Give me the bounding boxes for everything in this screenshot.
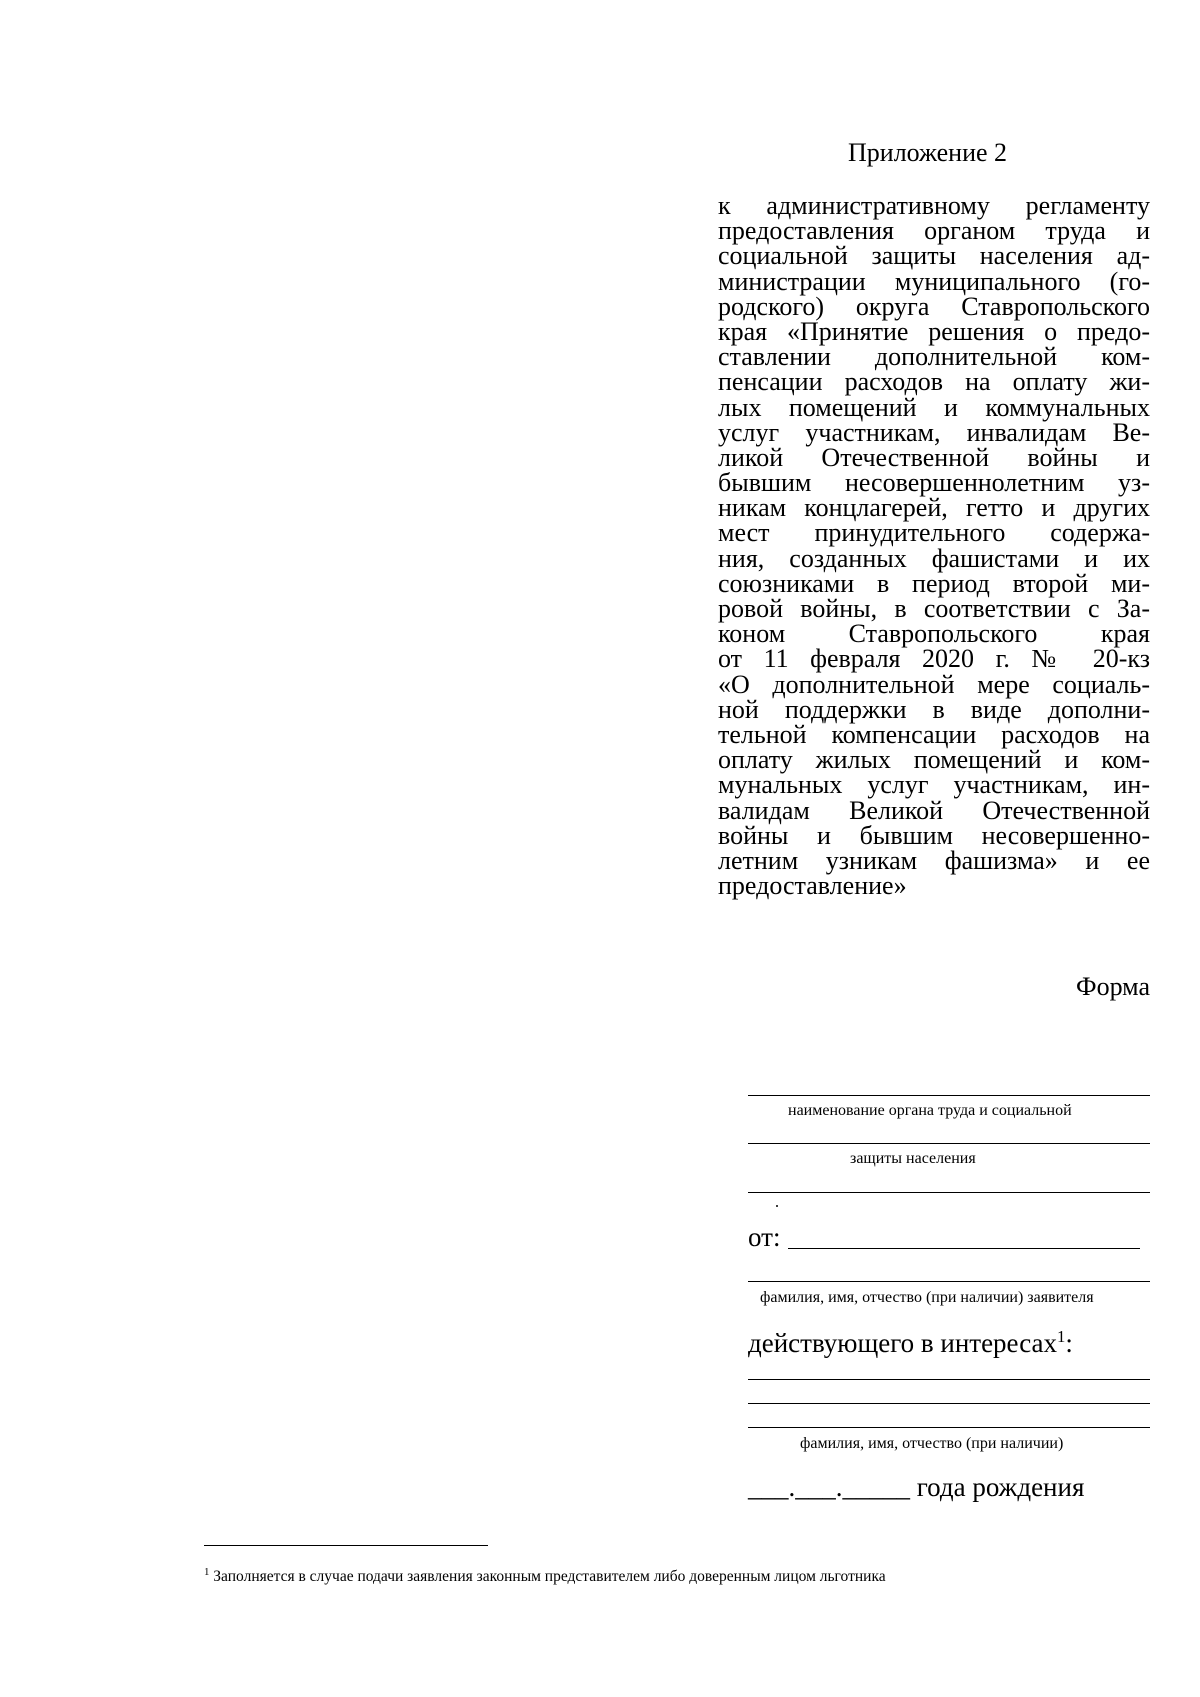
organ-name-line-1[interactable] bbox=[748, 1095, 1150, 1096]
birth-date-input[interactable]: ___.___._____ bbox=[748, 1472, 910, 1502]
regulation-line: войны и бывшим несовершенно- bbox=[718, 820, 1150, 850]
footnote-separator bbox=[204, 1545, 488, 1546]
regulation-line: от 11 февраля 2020 г. № 20-кз bbox=[718, 644, 1150, 674]
applicant-caption: фамилия, имя, отчество (при наличии) заявителя bbox=[760, 1289, 1094, 1306]
from-input-line[interactable] bbox=[788, 1248, 1140, 1249]
organ-name-line-2[interactable] bbox=[748, 1143, 1150, 1144]
regulation-line: ния, созданных фашистами и их bbox=[718, 543, 1150, 573]
regulation-line: бывшим несовершеннолетним уз- bbox=[718, 468, 1150, 498]
regulation-line: оплату жилых помещений и ком- bbox=[718, 745, 1150, 775]
from-label: от: bbox=[748, 1222, 781, 1252]
organ-name-line-3[interactable] bbox=[748, 1192, 1150, 1193]
footnote-text: Заполняется в случае подачи заявления законным представителем либо доверенным лицом льготника bbox=[209, 1568, 886, 1585]
regulation-line: летним узникам фашизма» и ее bbox=[718, 845, 1150, 875]
beneficiary-line-1[interactable] bbox=[748, 1379, 1150, 1380]
beneficiary-caption: фамилия, имя, отчество (при наличии) bbox=[800, 1435, 1064, 1452]
regulation-line: «О дополнительной мере социаль- bbox=[718, 669, 1150, 699]
beneficiary-line-3[interactable] bbox=[748, 1427, 1150, 1428]
acting-colon: : bbox=[1065, 1328, 1073, 1358]
regulation-line: края «Принятие решения о предо- bbox=[718, 316, 1150, 346]
regulation-line: министрации муниципального (го- bbox=[718, 266, 1150, 296]
regulation-line: предоставления органом труда и bbox=[718, 216, 1150, 246]
regulation-line: мунальных услуг участникам, ин- bbox=[718, 770, 1150, 800]
regulation-reference bbox=[718, 191, 1150, 901]
birth-date-row bbox=[748, 1472, 1084, 1502]
regulation-line: услуг участникам, инвалидам Ве- bbox=[718, 417, 1150, 447]
footnote-mark: 1 bbox=[204, 1565, 210, 1578]
regulation-line: ровой войны, в соответствии с За- bbox=[718, 594, 1150, 623]
regulation-line: ликой Отечественной войны и bbox=[718, 442, 1150, 472]
regulation-line: мест принудительного содержа- bbox=[718, 518, 1150, 548]
regulation-line: валидам Великой Отечественной bbox=[718, 795, 1150, 825]
regulation-line: союзниками в период второй ми- bbox=[718, 568, 1150, 598]
regulation-line: тельной компенсации расходов на bbox=[718, 719, 1150, 749]
footnote bbox=[204, 1565, 886, 1586]
organ-caption-2: защиты населения bbox=[850, 1150, 976, 1167]
regulation-line: ной поддержки в виде дополни- bbox=[718, 694, 1150, 724]
stray-dot bbox=[776, 1205, 778, 1207]
appendix-title: Приложение 2 bbox=[848, 138, 1008, 167]
regulation-line: родского) округа Ставропольского bbox=[718, 291, 1150, 321]
regulation-line: коном Ставропольского края bbox=[718, 619, 1150, 649]
regulation-line: социальной защиты населения ад- bbox=[718, 241, 1150, 271]
regulation-line: к административному регламенту bbox=[718, 191, 1150, 220]
regulation-line: никам концлагерей, гетто и других bbox=[718, 493, 1150, 523]
form-label: Форма bbox=[1076, 972, 1150, 1001]
birth-year-label: года рождения bbox=[910, 1472, 1085, 1502]
regulation-line: предоставление» bbox=[718, 871, 907, 901]
applicant-name-line[interactable] bbox=[748, 1281, 1150, 1282]
regulation-line: ставлении дополнительной ком- bbox=[718, 342, 1150, 372]
acting-label-text: действующего в интересах bbox=[748, 1328, 1058, 1358]
footnote-reference[interactable]: 1 bbox=[1057, 1327, 1066, 1346]
regulation-line: пенсации расходов на оплату жи- bbox=[718, 367, 1150, 397]
beneficiary-line-2[interactable] bbox=[748, 1403, 1150, 1404]
acting-in-interests-label bbox=[748, 1328, 1073, 1358]
organ-caption-1: наименование органа труда и социальной bbox=[788, 1102, 1072, 1119]
regulation-line: лых помещений и коммунальных bbox=[718, 392, 1150, 422]
